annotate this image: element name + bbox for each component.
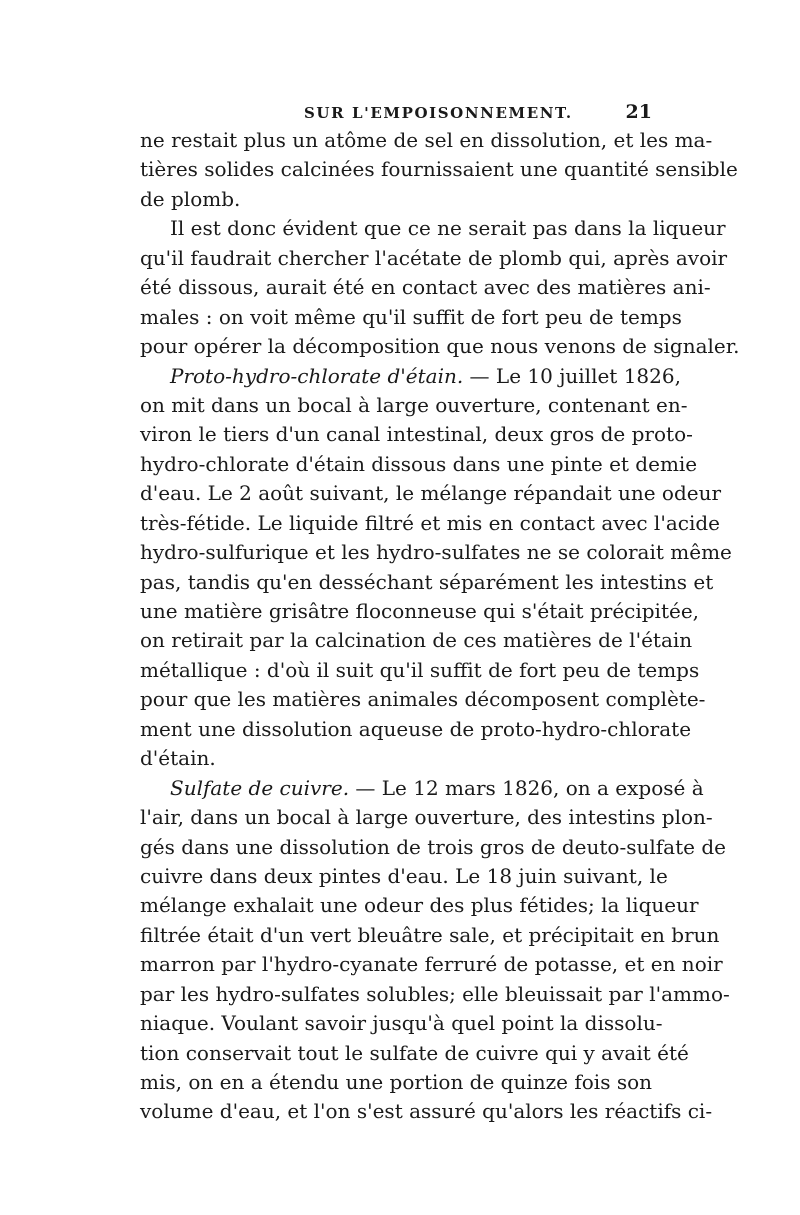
line-text: hydro-chlorate d'étain dissous dans une pinte et demie: [140, 451, 698, 476]
text-line: [140, 185, 652, 214]
line-text: niaque. Voulant savoir jusqu'à quel point la dissolu-: [140, 1011, 663, 1036]
line-text: mis, on en a étendu une portion de quinze fois son: [140, 1070, 653, 1094]
text-line: [140, 538, 732, 567]
text-line: [140, 891, 699, 920]
text-line: [140, 1009, 663, 1038]
text-line: [140, 509, 720, 538]
line-text: hydro-sulfurique et les hydro-sulfates ne se colorait même: [140, 540, 732, 565]
text-line: [140, 774, 704, 803]
line-text: viron le tiers d'un canal intestinal, deux gros de proto-: [140, 422, 693, 447]
line-text: tion conservait tout le sulfate de cuivre qui y avait été: [140, 1040, 689, 1065]
text-line: [140, 656, 700, 685]
line-text: volume d'eau, et l'on s'est assuré qu'alors les réactifs ci-: [140, 1099, 713, 1124]
text-line: [140, 332, 740, 361]
text-line: [140, 479, 722, 508]
line-text: l'air, dans un bocal à large ouverture, des intestins plon-: [140, 805, 713, 830]
text-line: [140, 833, 726, 862]
line-text: on retirait par la calcination de ces matières de l'étain: [140, 628, 693, 653]
line-text: mélange exhalait une odeur des plus fétides; la liqueur: [140, 893, 699, 918]
body-text: [140, 126, 740, 1127]
line-text: tières solides calcinées fournissaient une quantité sensible: [140, 157, 738, 182]
line-text: par les hydro-sulfates solubles; elle bleuissait par l'ammo-: [140, 981, 730, 1006]
text-line: [140, 362, 681, 391]
text-line: [140, 921, 720, 950]
line-text: cuivre dans deux pintes d'eau. Le 18 juin suivant, le: [140, 863, 668, 888]
line-text: été dissous, aurait été en contact avec des matières ani-: [140, 275, 711, 300]
text-line: [140, 214, 726, 243]
text-line: [140, 450, 698, 479]
text-line: [140, 685, 706, 714]
section-heading: Proto-hydro-chlorate d'étain.: [170, 363, 464, 388]
line-text: males : on voit même qu'il suffit de fort peu de temps: [140, 304, 682, 329]
text-line: [140, 980, 730, 1009]
text-line: [140, 244, 728, 273]
page-number: 21: [625, 101, 652, 123]
line-text: ment une dissolution aqueuse de proto-hydro-chlorate: [140, 716, 692, 741]
text-line: [140, 126, 713, 155]
line-text: d'eau. Le 2 août suivant, le mélange répandait une odeur: [140, 481, 722, 506]
line-text: — Le 12 mars 1826, on a exposé à: [349, 775, 704, 800]
text-line: [140, 420, 693, 449]
section-heading: Sulfate de cuivre.: [170, 775, 350, 800]
line-text: on mit dans un bocal à large ouverture, contenant en-: [140, 392, 688, 417]
line-text: de plomb.: [140, 186, 241, 211]
line-text: d'étain.: [140, 746, 216, 771]
running-title: SUR L'EMPOISONNEMENT.: [304, 104, 573, 122]
line-text: qu'il faudrait chercher l'acétate de plomb qui, après avoir: [140, 245, 728, 270]
text-line: [140, 1039, 689, 1068]
text-line: [140, 1097, 713, 1126]
text-line: [140, 950, 723, 979]
line-text: marron par l'hydro-cyanate ferruré de potasse, et en noir: [140, 952, 723, 977]
text-line: [140, 597, 700, 626]
text-line: [140, 1068, 652, 1097]
line-text: pour que les matières animales décomposent complète-: [140, 687, 706, 712]
text-line: [140, 568, 714, 597]
running-head: [140, 101, 652, 126]
line-text: Il est donc évident que ce ne serait pas dans la liqueur: [170, 216, 726, 241]
text-line: [140, 715, 692, 744]
text-line: [140, 391, 688, 420]
text-line: [140, 155, 738, 184]
line-text: gés dans une dissolution de trois gros de deuto-sulfate de: [140, 834, 726, 859]
line-text: filtrée était d'un vert bleuâtre sale, et précipitait en brun: [140, 922, 720, 947]
text-line: [140, 803, 713, 832]
line-text: une matière grisâtre floconneuse qui s'était précipitée,: [140, 599, 700, 623]
line-text: pas, tandis qu'en desséchant séparément les intestins et: [140, 569, 714, 594]
line-text: ne restait plus un atôme de sel en dissolution, et les ma-: [140, 128, 713, 152]
text-line: [140, 744, 652, 773]
text-line: [140, 626, 693, 655]
line-text: métallique : d'où il suit qu'il suffit de fort peu de temps: [140, 657, 700, 682]
line-text: pour opérer la décomposition que nous venons de signaler.: [140, 334, 740, 359]
text-line: [140, 303, 682, 332]
text-line: [140, 862, 668, 891]
text-line: [140, 273, 711, 302]
line-text: — Le 10 juillet 1826,: [463, 363, 681, 388]
line-text: très-fétide. Le liquide filtré et mis en contact avec l'acide: [140, 510, 720, 535]
